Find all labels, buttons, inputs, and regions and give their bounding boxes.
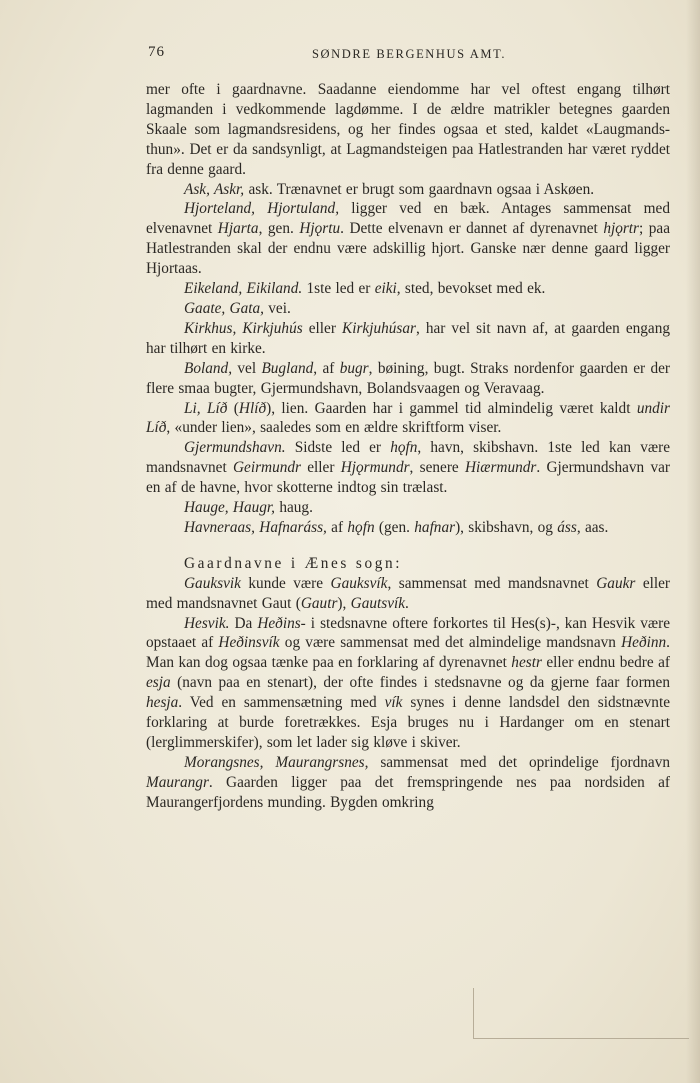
entry-kirkhus: Kirkhus, Kirkjuhús eller Kirkjuhúsar, har vel sit navn af, at gaarden engang har tilhørt en kirke. [146, 319, 671, 357]
section-title: Gaardnavne i Ænes sogn [184, 554, 396, 572]
entry-gaate: Gaate, Gata, vei. [184, 299, 291, 317]
entry-head: Boland, [184, 359, 233, 377]
entry-hjorteland: Hjorteland, Hjortuland, ligger ved en bæk. Antages sammensat med elvenavnet Hjarta, gen. Hjǫrtu. Dette elvenavn er dannet af dyrenavnet hjǫrtr; paa Hatlestranden skal der endnu være adskillig hjort. Ganske nær denne gaard ligger Hjortaas. [146, 200, 670, 278]
entry-head: Hauge, Haugr, [184, 499, 276, 517]
entry-head: Ask, Askr, [184, 180, 245, 198]
entry-hauge: Hauge, Haugr, haug. [184, 499, 313, 517]
entry-head: Gauksvik [184, 574, 241, 592]
entry-eikeland: Eikeland, Eikiland. 1ste led er eiki, sted, bevokset med ek. [184, 280, 546, 298]
entry-li: Li, Líð (Hlíð), lien. Gaarden har i gammel tid almindelig været kaldt undir Líð, «under lien», saaledes som en ældre skriftform viser. [146, 399, 670, 437]
entry-gauksvik: Gauksvik kunde være Gauksvík, sammensat med mandsnavnet Gaukr eller med mandsnavnet Gaut (Gautr), Gautsvík. [146, 574, 671, 612]
body-text [146, 80, 670, 813]
entry-head: Gaate, Gata, [184, 299, 264, 317]
page-header [148, 44, 668, 66]
entry-head: Gjermundshavn. [184, 439, 286, 457]
entry-head: Hesvik. [184, 614, 230, 632]
entry-morangsnes: Morangsnes, Maurangrsnes, sammensat med det oprindelige fjordnavn Maurangr. Gaarden ligger paa det fremspringende nes paa nordsiden af Maurangerfjordens munding. Bygden omkring [146, 753, 671, 811]
entry-boland: Boland, vel Bugland, af bugr, bøining, bugt. Straks nordenfor gaarden er der flere smaa bugter, Gjermundshavn, Bolandsvaagen og Veravaag. [146, 359, 670, 397]
entry-head: Eikeland, Eikiland. [184, 280, 303, 298]
entry-head: Morangsnes, Maurangrsnes, [184, 753, 369, 771]
entry-head: Li, Líð [184, 399, 228, 417]
entry-hesvik: Hesvik. Da Heðins- i stedsnavne oftere forkortes til Hes(s)-, kan Hesvik være opstaaet af Heðinsvík og være sammensat med det almindelige mandsnavn Heðinn. Man kan dog ogsaa tænke paa en forklaring af dyrenavnet hestr eller endnu bedre af esja (navn paa en stenart), der ofte findes i stedsnavne og da gjerne faar formen hesja. Ved en sammensætning med vík synes i denne landsdel den sidstnævnte forklaring at burde foretrækkes. Esja bruges nu i Hardanger om en stenart (lerglimmerskifer), som let lader sig kløve i skiver. [146, 614, 670, 751]
corner-frame-mark [473, 988, 689, 1039]
entry-head: Havneraas, Hafnaráss, [184, 518, 327, 536]
entry-havneraas: Havneraas, Hafnaráss, af hǫfn (gen. hafnar), skibshavn, og áss, aas. [184, 518, 609, 536]
entry-head: Kirkhus, Kirkjuhús [184, 319, 303, 337]
running-head: SØNDRE BERGENHUS AMT. [312, 47, 507, 61]
paragraph-intro: mer ofte i gaardnavne. Saadanne eiendomme har vel oftest engang tilhørt lagmanden i vedkommende lagdømme. I de ældre matrikler betegnes gaarden Skaale som lagmandsresidens, og her findes ogsaa et sted, kaldet «Laugmands-thun». Det er da sandsynligt, at Lagmandsteigen paa Hatlestranden har været ryddet fra denne gaard. [146, 81, 670, 178]
entry-head: Hjorteland, Hjortuland, [184, 200, 340, 218]
section-heading: Gaardnavne i Ænes sogn: [184, 554, 400, 572]
page-number: 76 [148, 44, 165, 60]
entry-ask: Ask, Askr, ask. Trænavnet er brugt som gaardnavn ogsaa i Askøen. [184, 180, 595, 198]
entry-gjermundshavn: Gjermundshavn. Sidste led er hǫfn, havn, skibshavn. 1ste led kan være mandsnavnet Geirmundr eller Hjǫrmundr, senere Hiærmundr. Gjermundshavn var en af de havne, hvor skotterne indtog sin trælast. [146, 439, 670, 497]
page-spine-shadow [686, 0, 700, 1083]
